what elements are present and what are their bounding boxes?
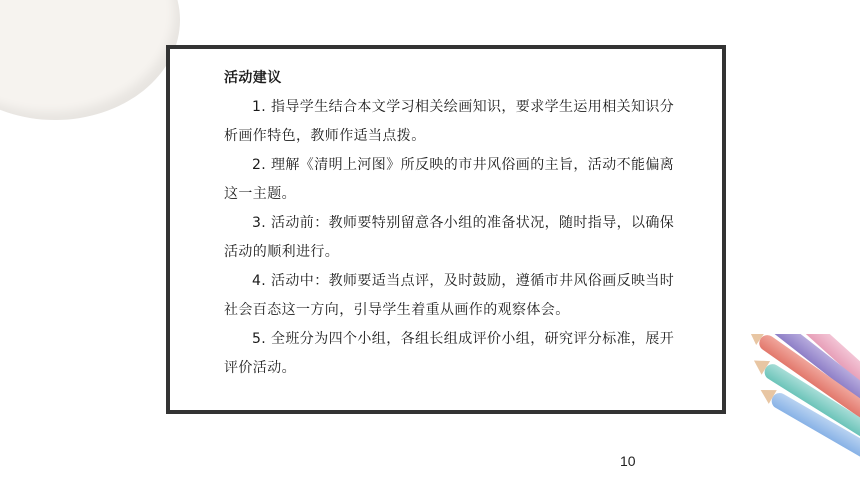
suggestion-item-2: 2. 理解《清明上河图》所反映的市井风俗画的主旨，活动不能偏离这一主题。 bbox=[224, 157, 675, 202]
content-frame bbox=[166, 45, 726, 414]
paint-palette-decoration bbox=[0, 0, 180, 120]
suggestion-item-5: 5. 全班分为四个小组，各组长组成评价小组，研究评分标准，展开评价活动。 bbox=[224, 331, 675, 376]
section-heading: 活动建议 bbox=[224, 70, 282, 86]
suggestion-item-3: 3. 活动前：教师要特别留意各小组的准备状况，随时指导，以确保活动的顺利进行。 bbox=[224, 215, 675, 260]
suggestion-item-4: 4. 活动中：教师要适当点评，及时鼓励，遵循市井风俗画反映当时社会百态这一方向，引导学生着重从画作的观察体会。 bbox=[224, 273, 675, 318]
page-number: 10 bbox=[620, 453, 636, 469]
paint-dab-yellow bbox=[0, 0, 2, 2]
suggestion-item-1: 1. 指导学生结合本文学习相关绘画知识，要求学生运用相关知识分析画作特色，教师作适当点拨。 bbox=[224, 99, 675, 144]
content-body bbox=[224, 64, 684, 383]
